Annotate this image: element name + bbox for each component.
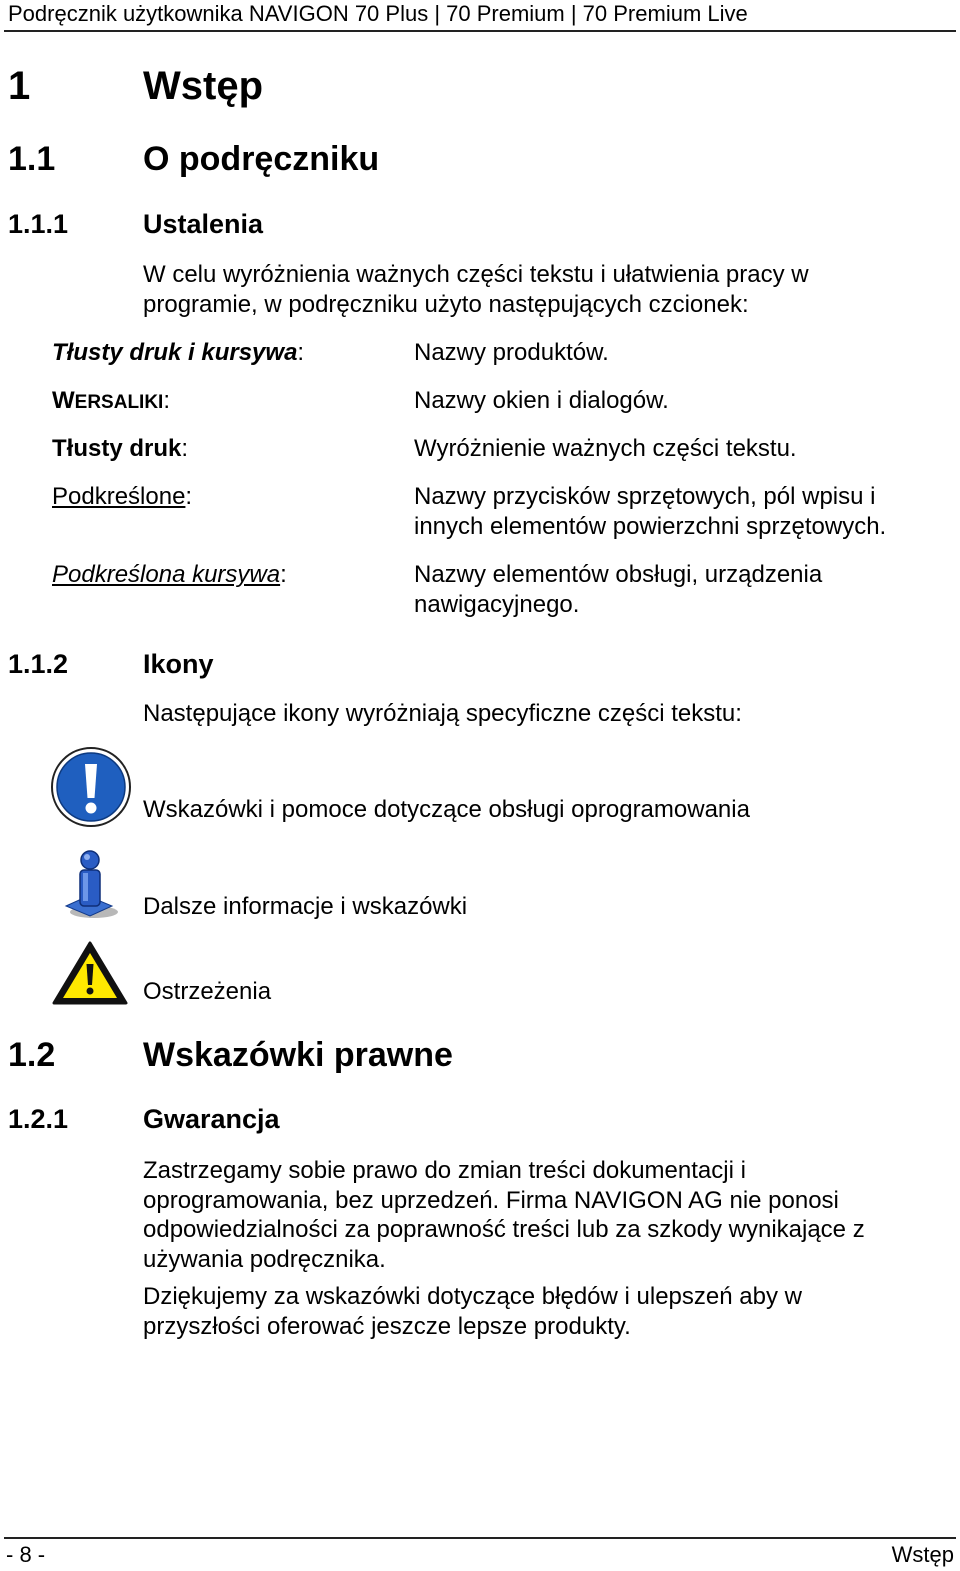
subsection-title: Gwarancja [143,1104,280,1134]
icon-label: Dalsze informacje i wskazówki [143,893,468,920]
subsection-title: Ikony [143,649,214,679]
convention-desc: Wyróżnienie ważnych części tekstu. [414,435,797,462]
section-title: O podręczniku [143,140,380,178]
convention-desc: Nazwy produktów. [414,339,609,366]
section-number: 1.1 [8,140,56,178]
subsection-number: 1.1.1 [8,209,69,239]
page-number: - 8 - [6,1542,46,1567]
convention-term-small-caps: WERSALIKI: [52,387,171,414]
convention-term-underline-italic: Podkreślona kursywa: [52,561,287,588]
footer-rule [4,1537,956,1539]
paragraph-line: oprogramowania, bez uprzedzeń. Firma NAVIGON AG nie ponosi [143,1186,839,1214]
section-number: 1.2 [8,1036,56,1074]
warranty-paragraph [143,1156,943,1274]
convention-term-bold-italic: Tłusty druk i kursywa: [52,339,305,366]
section-title: Wskazówki prawne [143,1036,453,1074]
conventions-intro [143,260,943,319]
thanks-paragraph [143,1282,943,1341]
chapter-title: Wstęp [143,64,263,108]
subsection-title: Ustalenia [143,209,264,239]
convention-term-underline: Podkreślone: [52,483,193,510]
paragraph-line: przyszłości oferować jeszcze lepsze produkty. [143,1312,631,1340]
convention-desc: Nazwy okien i dialogów. [414,387,669,414]
icons-intro: Następujące ikony wyróżniają specyficzne części tekstu: [143,700,742,727]
footer-section: Wstęp [891,1542,954,1567]
icon-label: Ostrzeżenia [143,978,272,1005]
paragraph-line: Dziękujemy za wskazówki dotyczące błędów i ulepszeń aby w [143,1283,802,1310]
icon-label: Wskazówki i pomoce dotyczące obsługi oprogramowania [143,796,750,823]
paragraph-line: używania podręcznika. [143,1245,386,1273]
convention-desc: Nazwy elementów obsługi, urządzenia nawigacyjnego. [414,561,823,618]
warning-triangle-icon [52,940,128,1006]
running-header: Podręcznik użytkownika NAVIGON 70 Plus | 70 Premium | 70 Premium Live [8,1,748,26]
intro-line: programie, w podręczniku użyto następujących czcionek: [143,290,749,318]
chapter-number: 1 [8,64,31,108]
subsection-number: 1.1.2 [8,649,69,679]
exclamation-icon [50,746,132,828]
subsection-number: 1.2.1 [8,1104,69,1134]
info-figure-icon [52,848,124,920]
paragraph-line: odpowiedzialności za poprawność treści lub za szkody wynikające z [143,1216,865,1243]
intro-line: W celu wyróżnienia ważnych części tekstu i ułatwienia pracy w [143,261,809,288]
convention-term-bold: Tłusty druk: [52,435,189,462]
header-rule [4,30,956,32]
convention-desc: Nazwy przycisków sprzętowych, pól wpisu i innych elementów powierzchni sprzętowych. [414,483,887,540]
paragraph-line: Zastrzegamy sobie prawo do zmian treści dokumentacji i [143,1157,746,1184]
